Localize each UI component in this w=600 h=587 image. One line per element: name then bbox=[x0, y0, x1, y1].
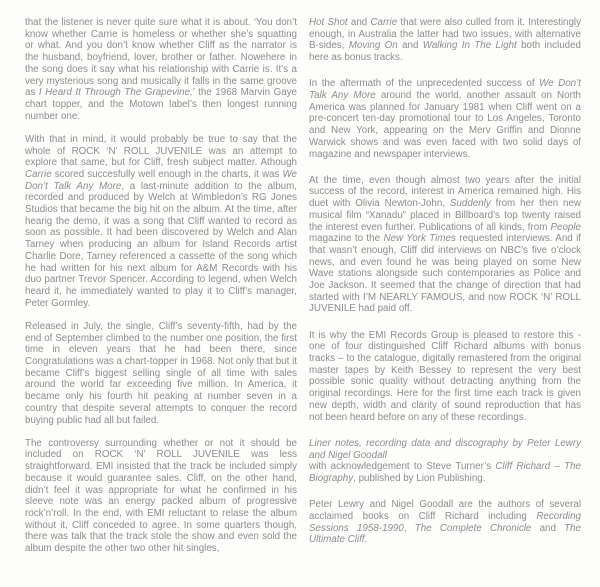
text-run: With that in mind, it would probably be true to say that the whole of ROCK ‘N’ ROLL JUVENILE was an attempt to explore that same, but for Cliff, fresh subject matter. Athough bbox=[25, 133, 297, 169]
text-paragraph bbox=[309, 78, 581, 160]
text-run: requested interviews. And if that wasn’t enough, Cliff did interviews on NBC’s five o’clock news, and even found he was being played on some New Wave stations alongside such contemporaries as Police and Joe Jackson. It seemed that the change of direction that had started with I’M NEARLY FAMOUS, and now ROCK ‘N’ ROLL JUVENILE had paid off. bbox=[309, 233, 582, 315]
text-run: that the listener is never quite sure what it is about. ‘You don’t know whether Carrie is homeless or whether she’s squatting or what. And you don’t know whether Cliff as the narrator is the husband, boyfriend, lover, brother or father. Nowehere in the song does it say what his relationship with Carrie is. It’s a very mysterious song and musically it falls in the same groove as bbox=[25, 17, 297, 99]
text-run: around the world, another assault on North America was planned for January 1981 when Cliff went on a pre-concert ten-day promotional tour to Los Angeles, Toronto and New York, appearing on the Merv Griffin and Dionne Warwick shows and was even faced with two solid days of magazine and newspaper interviews. bbox=[309, 90, 582, 160]
italic-text-run: The Ultimate Cliff bbox=[309, 522, 582, 546]
text-run: In the aftermath of the unprecedented success of bbox=[309, 78, 540, 90]
italic-text-run: Cliff Richard – The Biography bbox=[309, 461, 581, 484]
italic-text-run: People bbox=[550, 221, 581, 233]
text-paragraph bbox=[25, 321, 297, 426]
text-paragraph bbox=[309, 438, 581, 461]
text-paragraph bbox=[25, 438, 297, 555]
text-paragraph bbox=[309, 461, 581, 484]
text-paragraph bbox=[309, 499, 581, 546]
text-run: , a last-minute addition to the album, recorded and produced by Welch at Wimbledon’s RG Jones Studios that became the big hit on the album. At the time, after hearig the demo, it was a song that Cliff wanted to record as soon as possible. It had been discovered by Welch and Alan Tarney when producing an album for Island Records artist Charlie Dore, Tarney referenced a cassette of the song which he had written for his next album for A&M Records with his duo partner Trevor Spencer. According to legend, when Welch heard it, he immediately wanted to play it to Cliff’s manager, Peter Gormley. bbox=[25, 180, 297, 309]
italic-text-run: Liner notes, recording data and discography by Peter Lewry and Nigel Goodall bbox=[309, 437, 581, 461]
text-run: scored succesfully well enough in the charts, it was bbox=[51, 168, 283, 180]
text-paragraph bbox=[309, 330, 581, 424]
text-run: and bbox=[347, 17, 371, 28]
text-run: from her then new musical film “Xanadu” placed in Billboard’s top twenty raised the interest even further. Publications of all kinds, from bbox=[309, 198, 581, 233]
italic-text-run: I Heard It Through The Grapevine, bbox=[38, 87, 193, 99]
italic-text-run: We Don’t Talk Any More bbox=[309, 78, 581, 102]
text-paragraph bbox=[309, 175, 581, 315]
text-run: . bbox=[364, 534, 368, 546]
italic-text-run: Walking In The Light bbox=[422, 40, 517, 52]
italic-text-run: We Don’t Talk Any More bbox=[25, 168, 297, 192]
italic-text-run: Recording Sessions 1958-1990 bbox=[309, 510, 581, 534]
text-paragraph bbox=[25, 17, 297, 122]
text-run: , published by Lion Publishing. bbox=[353, 472, 486, 484]
text-run: At the time, even though almost two years after the initial success of the record, interest in America remained high. His duet with Olivia Newton-John, bbox=[309, 174, 581, 210]
text-run: , bbox=[403, 522, 415, 534]
text-run: and bbox=[531, 522, 565, 534]
liner-notes-column-right bbox=[309, 17, 581, 587]
text-paragraph bbox=[309, 17, 581, 64]
liner-notes-column-left bbox=[25, 17, 297, 587]
italic-text-run: The Complete Chronicle bbox=[414, 522, 532, 534]
text-run: ’ the 1968 Marvin Gaye chart topper, and the Motown label’s then longest running number one. bbox=[25, 87, 297, 122]
italic-text-run: Suddenly bbox=[449, 198, 491, 210]
text-run: Peter Lewry and Nigel Goodall are the authors of several acclaimed books on Cliff Richard including bbox=[309, 499, 581, 522]
italic-text-run: New York Times bbox=[383, 233, 456, 245]
text-run: It is why the EMI Records Group is pleased to restore this - one of four distinguished Cliff Richard albums with bonus tracks – to the catalogue, digitally remastered from the original master tapes by Keith Bessey to represent the very best possible sonic quality without detracting anything from the original recordings. Here for the first time each track is given new depth, width and clarity of sound reproduction that has not been heard before on any of these recordings. bbox=[309, 329, 581, 423]
italic-text-run: Carrie bbox=[25, 168, 52, 180]
text-run: The controversy surrounding whether or not it should be included on ROCK ‘N’ ROLL JUVENILE was less straightforward. EMI insisted that the track be included simply because it would guarantee sales. Cliff, on the other hand, didn’t feel it was appropriate for what he confirmed in his sleeve note was an energy packed album of progressive rock’n’roll. In the end, with EMI reluctant to relase the album without it, Cliff conceded to agree. In some quarters though, there was talk that the track stole the show and even sold the album despite the other two other hit singles, bbox=[25, 437, 297, 555]
text-run: Released in July, the single, Cliff’s seventy-fifth, had by the end of September climbed to the number one position, the first time in eleven years that he had been there, since Congratulations was a chart-topper in 1968. Not only that but it became Cliff’s biggest selling single of all time with sales around the world far exceeding five million. In America, it became only his fourth hit peaking at number seven in a country that despite several attempts to conquer the record buying public had all but failed. bbox=[25, 320, 297, 426]
italic-text-run: Moving On bbox=[348, 40, 398, 52]
italic-text-run: Hot Shot bbox=[309, 17, 348, 28]
italic-text-run: Carrie bbox=[370, 17, 398, 28]
text-paragraph bbox=[25, 134, 297, 310]
text-run: magazine to the bbox=[309, 233, 384, 245]
text-run: both included here as bonus tracks. bbox=[309, 40, 581, 64]
text-run: that were also culled from it. Interestingly enough, in Australia the latter had two issues, with alternative B-sides, bbox=[309, 17, 581, 52]
text-run: with acknowledgement to Steve Turner’s bbox=[309, 461, 496, 473]
text-run: and bbox=[397, 40, 423, 52]
